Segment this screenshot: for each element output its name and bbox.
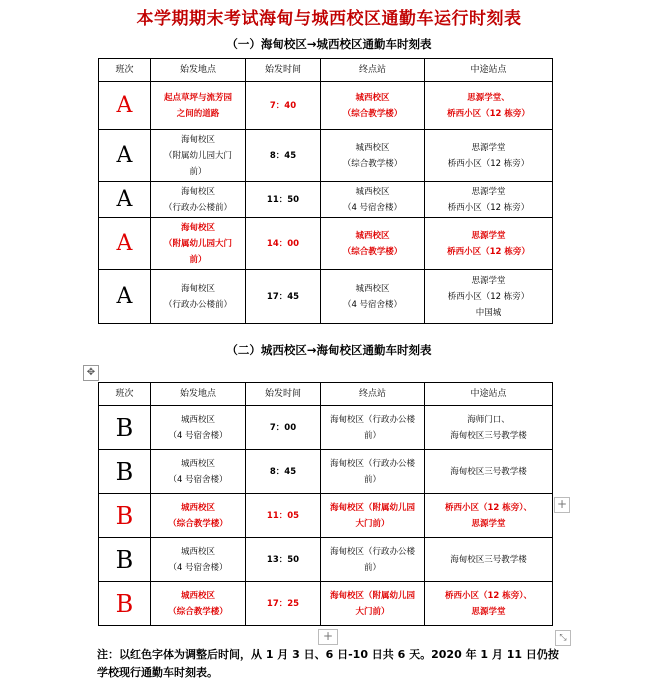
- start-location-cell-line: （附属幼儿园大门: [163, 238, 232, 249]
- timetable-chengxi-to-haidian: [98, 382, 553, 626]
- terminal-cell-line: 海甸校区（行政办公楼: [329, 546, 415, 557]
- terminal-cell-line: 城西校区: [355, 230, 390, 241]
- start-location-cell-line: 前）: [189, 254, 207, 265]
- terminal-cell-line: 城西校区: [355, 283, 390, 294]
- via-stops-cell-line: 思源学堂: [471, 142, 506, 153]
- terminal-cell: [321, 450, 425, 494]
- terminal-cell-line: 城西校区: [355, 186, 390, 197]
- start-location-cell: [151, 182, 246, 218]
- table-row: [99, 82, 553, 130]
- header-start-location: 始发地点: [151, 383, 246, 406]
- terminal-cell-line: （综合教学楼）: [342, 158, 403, 169]
- via-stops-cell: [425, 218, 553, 270]
- via-stops-cell-line: 海甸校区三号教学楼: [450, 554, 527, 565]
- table-header-row: [99, 383, 553, 406]
- via-stops-cell: [425, 582, 553, 626]
- start-location-cell-line: （4 号宿舍楼）: [168, 474, 228, 485]
- via-stops-cell: [425, 494, 553, 538]
- start-location-cell-line: 前）: [189, 166, 207, 177]
- terminal-cell-line: 前）: [363, 430, 381, 441]
- start-location-cell-line: （综合教学楼）: [168, 518, 228, 529]
- start-location-cell-line: （4 号宿舍楼）: [168, 430, 228, 441]
- start-location-cell: [151, 406, 246, 450]
- terminal-cell-line: （4 号宿舍楼）: [342, 202, 403, 213]
- start-time-cell: 17：45: [246, 270, 321, 324]
- start-location-cell: [151, 270, 246, 324]
- start-location-cell: [151, 130, 246, 182]
- start-location-cell: [151, 82, 246, 130]
- header-via-stops: 中途站点: [425, 59, 553, 82]
- start-location-cell-line: （综合教学楼）: [168, 606, 228, 617]
- terminal-cell-line: （综合教学楼）: [342, 246, 403, 257]
- start-location-cell: [151, 494, 246, 538]
- table-row: [99, 450, 553, 494]
- start-location-cell-line: （行政办公楼前）: [163, 299, 232, 310]
- start-time-cell: 14：00: [246, 218, 321, 270]
- via-stops-cell-line: 桥西小区（12 栋旁）: [447, 202, 530, 213]
- start-location-cell-line: 海甸校区: [180, 134, 215, 145]
- via-stops-cell-line: 桥西小区（12 栋旁）: [447, 291, 530, 302]
- class-cell: A: [99, 218, 151, 270]
- terminal-cell: [321, 270, 425, 324]
- start-location-cell-line: （4 号宿舍楼）: [168, 562, 228, 573]
- start-location-cell: [151, 218, 246, 270]
- start-time-cell: 7：00: [246, 406, 321, 450]
- terminal-cell-line: 海甸校区（附属幼儿园: [329, 590, 415, 601]
- terminal-cell: [321, 218, 425, 270]
- start-location-cell: [151, 582, 246, 626]
- table-row: [99, 270, 553, 324]
- via-stops-cell: [425, 82, 553, 130]
- via-stops-cell-line: 思源学堂、: [467, 92, 510, 103]
- start-time-cell: 8：45: [246, 130, 321, 182]
- via-stops-cell-line: 海师门口、: [467, 414, 510, 425]
- via-stops-cell-line: 思源学堂: [471, 275, 506, 286]
- via-stops-cell-line: 中国城: [475, 307, 502, 318]
- start-location-cell-line: 起点草坪与流芳园: [163, 92, 232, 103]
- terminal-cell-line: 海甸校区（附属幼儿园: [329, 502, 415, 513]
- via-stops-cell-line: 桥西小区（12 栋旁）: [447, 246, 530, 257]
- start-time-cell: 11：05: [246, 494, 321, 538]
- class-cell: B: [99, 494, 151, 538]
- table-resize-icon[interactable]: ⤡: [555, 630, 571, 646]
- terminal-cell-line: 城西校区: [355, 92, 390, 103]
- header-start-time: 始发时间: [246, 59, 321, 82]
- section-1-subtitle: （一）海甸校区→城西校区通勤车时刻表: [226, 37, 432, 51]
- start-location-cell: [151, 538, 246, 582]
- via-stops-cell: [425, 130, 553, 182]
- table-row: [99, 582, 553, 626]
- terminal-cell: [321, 130, 425, 182]
- terminal-cell-line: （综合教学楼）: [342, 108, 403, 119]
- table-row: [99, 130, 553, 182]
- via-stops-cell-line: 海甸校区三号教学楼: [450, 466, 527, 477]
- header-via-stops: 中途站点: [425, 383, 553, 406]
- via-stops-cell-line: 桥西小区（12 栋旁）: [447, 158, 530, 169]
- via-stops-cell-line: 思源学堂: [471, 230, 506, 241]
- page-title: 本学期期末考试海甸与城西校区通勤车运行时刻表: [136, 9, 522, 29]
- class-cell: A: [99, 82, 151, 130]
- class-cell: A: [99, 182, 151, 218]
- header-class: 班次: [99, 59, 151, 82]
- terminal-cell-line: （4 号宿舍楼）: [342, 299, 403, 310]
- header-terminal: 终点站: [321, 59, 425, 82]
- start-location-cell-line: 海甸校区: [180, 283, 215, 294]
- start-location-cell-line: 城西校区: [180, 502, 215, 513]
- start-location-cell-line: 城西校区: [180, 458, 215, 469]
- via-stops-cell: [425, 406, 553, 450]
- class-cell: A: [99, 130, 151, 182]
- start-time-cell: 13：50: [246, 538, 321, 582]
- terminal-cell: [321, 494, 425, 538]
- start-location-cell-line: 城西校区: [180, 414, 215, 425]
- terminal-cell-line: 前）: [363, 474, 381, 485]
- via-stops-cell-line: 桥西小区（12 栋旁）、: [444, 502, 533, 513]
- terminal-cell: [321, 182, 425, 218]
- via-stops-cell-line: 桥西小区（12 栋旁）: [447, 108, 530, 119]
- start-location-cell-line: （行政办公楼前）: [163, 202, 232, 213]
- via-stops-cell: [425, 538, 553, 582]
- terminal-cell: [321, 82, 425, 130]
- start-location-cell-line: 之间的道路: [176, 108, 220, 119]
- terminal-cell-line: 海甸校区（行政办公楼: [329, 414, 415, 425]
- start-time-cell: 7：40: [246, 82, 321, 130]
- start-location-cell-line: 海甸校区: [180, 186, 215, 197]
- terminal-cell-line: 海甸校区（行政办公楼: [329, 458, 415, 469]
- table-row: [99, 406, 553, 450]
- add-row-button[interactable]: +: [318, 629, 338, 645]
- class-cell: B: [99, 582, 151, 626]
- add-column-button[interactable]: +: [554, 497, 570, 513]
- start-time-cell: 8：45: [246, 450, 321, 494]
- terminal-cell-line: 大门前）: [355, 606, 390, 617]
- table-header-row: [99, 59, 553, 82]
- terminal-cell-line: 大门前）: [355, 518, 390, 529]
- section-2-subtitle: （二）城西校区→海甸校区通勤车时刻表: [226, 343, 432, 357]
- start-location-cell-line: 城西校区: [180, 590, 215, 601]
- header-start-location: 始发地点: [151, 59, 246, 82]
- start-location-cell-line: 海甸校区: [180, 222, 215, 233]
- start-location-cell-line: （附属幼儿园大门: [163, 150, 232, 161]
- terminal-cell: [321, 582, 425, 626]
- table-move-handle-icon[interactable]: ✥: [83, 365, 99, 381]
- footnote: 注：以红色字体为调整后时间，从 1 月 3 日、6 日-10 日共 6 天。2020 年 1 月 11 日仍按学校现行通勤车时刻表。: [97, 648, 559, 679]
- table-row: [99, 182, 553, 218]
- terminal-cell: [321, 538, 425, 582]
- table-row: [99, 218, 553, 270]
- start-time-cell: 17：25: [246, 582, 321, 626]
- terminal-cell-line: 城西校区: [355, 142, 390, 153]
- table-row: [99, 538, 553, 582]
- via-stops-cell: [425, 270, 553, 324]
- table-row: [99, 494, 553, 538]
- via-stops-cell-line: 思源学堂: [471, 606, 506, 617]
- class-cell: A: [99, 270, 151, 324]
- class-cell: B: [99, 450, 151, 494]
- via-stops-cell-line: 思源学堂: [471, 518, 506, 529]
- via-stops-cell-line: 桥西小区（12 栋旁）、: [444, 590, 533, 601]
- via-stops-cell-line: 海甸校区三号教学楼: [450, 430, 527, 441]
- start-location-cell: [151, 450, 246, 494]
- class-cell: B: [99, 538, 151, 582]
- via-stops-cell: [425, 182, 553, 218]
- header-terminal: 终点站: [321, 383, 425, 406]
- terminal-cell-line: 前）: [363, 562, 381, 573]
- header-start-time: 始发时间: [246, 383, 321, 406]
- via-stops-cell-line: 思源学堂: [471, 186, 506, 197]
- start-location-cell-line: 城西校区: [180, 546, 215, 557]
- timetable-haidian-to-chengxi: [98, 58, 553, 324]
- via-stops-cell: [425, 450, 553, 494]
- class-cell: B: [99, 406, 151, 450]
- header-class: 班次: [99, 383, 151, 406]
- terminal-cell: [321, 406, 425, 450]
- start-time-cell: 11：50: [246, 182, 321, 218]
